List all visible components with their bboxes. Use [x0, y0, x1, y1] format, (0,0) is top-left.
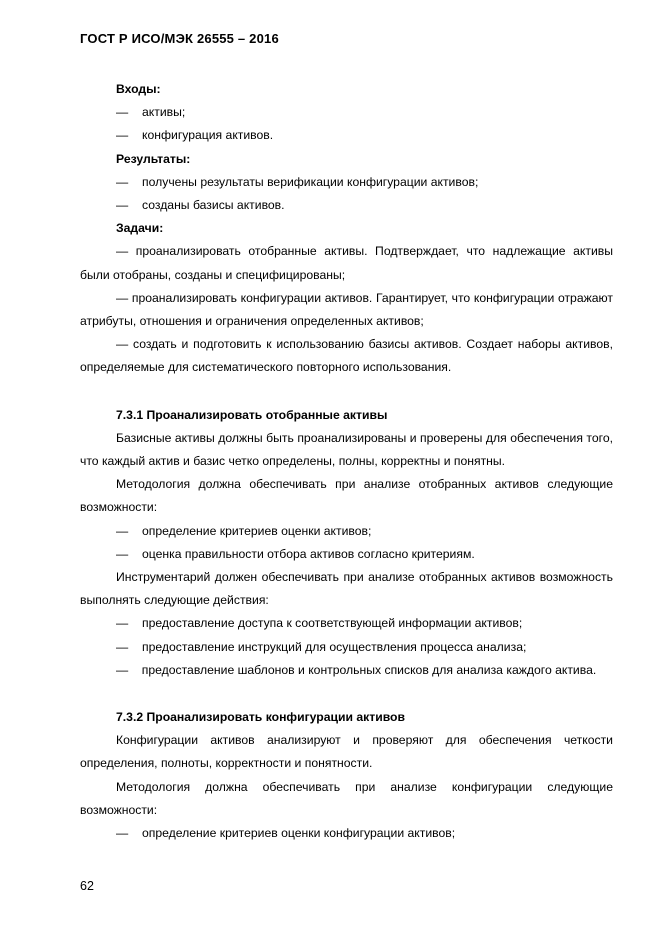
results-item [80, 171, 613, 194]
inputs-item [80, 101, 613, 124]
body-paragraph: Методология должна обеспечивать при анализе отобранных активов следующие возможности: [80, 477, 613, 515]
dash-marker: — [116, 174, 129, 189]
dash-marker: — [116, 639, 129, 654]
body-paragraph: Инструментарий должен обеспечивать при анализе отобранных активов возможность выполнять следующие действия: [80, 570, 613, 608]
dash-marker: — [116, 662, 129, 677]
document-body [80, 78, 613, 845]
inputs-item [80, 124, 613, 147]
task-paragraph: — создать и подготовить к использованию базисы активов. Создает наборы активов, определяемые для систематического повторного использования. [80, 337, 613, 375]
list-item-text: предоставление инструкций для осуществления процесса анализа; [142, 639, 527, 654]
section-spacer [80, 682, 613, 706]
list-item [80, 520, 613, 543]
list-item-text: определение критериев оценки конфигурации активов; [142, 826, 456, 841]
list-item-wrapped [80, 659, 613, 682]
results-item-text: получены результаты верификации конфигурации активов; [142, 174, 479, 189]
dash-marker: — [116, 105, 129, 120]
dash-marker: — [116, 826, 129, 841]
list-item [80, 612, 613, 635]
list-item [80, 543, 613, 566]
inputs-label: Входы: [116, 82, 161, 96]
task-paragraph: — проанализировать отобранные активы. Подтверждает, что надлежащие активы были отобраны, созданы и специфицированы; [80, 244, 613, 282]
inputs-item-text: активы; [142, 105, 186, 120]
dash-marker: — [116, 546, 129, 561]
body-paragraph: Конфигурации активов анализируют и проверяют для обеспечения четкости определения, полноты, корректности и понятности. [80, 733, 613, 771]
section-heading-7-3-1: 7.3.1 Проанализировать отобранные активы [116, 407, 388, 422]
task-paragraph: — проанализировать конфигурации активов. Гарантирует, что конфигурации отражают атрибуты, отношения и ограничения определенных активов; [80, 290, 613, 329]
inputs-item-text: конфигурация активов. [142, 128, 274, 143]
list-item-text: предоставление доступа к соответствующей информации активов; [142, 616, 523, 631]
dash-marker: — [116, 128, 129, 143]
list-item-text: предоставление шаблонов и контрольных списков для анализа каждого актива. [141, 662, 597, 677]
section-heading-7-3-2: 7.3.2 Проанализировать конфигурации активов [116, 710, 405, 725]
results-label: Результаты: [116, 151, 191, 166]
body-paragraph: Методология должна обеспечивать при анализе конфигурации следующие возможности: [80, 779, 613, 817]
list-item-text: оценка правильности отбора активов согласно критериям. [142, 546, 475, 561]
results-item-text: созданы базисы активов. [142, 198, 285, 213]
results-item [80, 194, 613, 217]
list-item-text: определение критериев оценки активов; [142, 523, 372, 538]
page-number: 62 [80, 879, 94, 893]
dash-marker: — [116, 616, 129, 631]
dash-marker: — [116, 523, 129, 538]
section-spacer [80, 380, 613, 404]
body-paragraph: Базисные активы должны быть проанализированы и проверены для обеспечения того, что каждый актив и базис четко определены, полны, корректны и понятны. [80, 430, 613, 469]
tasks-label: Задачи: [116, 221, 164, 236]
list-item [80, 636, 613, 659]
document-header: ГОСТ Р ИСО/МЭК 26555 – 2016 [80, 31, 279, 46]
dash-marker: — [116, 198, 129, 213]
list-item [80, 822, 613, 845]
